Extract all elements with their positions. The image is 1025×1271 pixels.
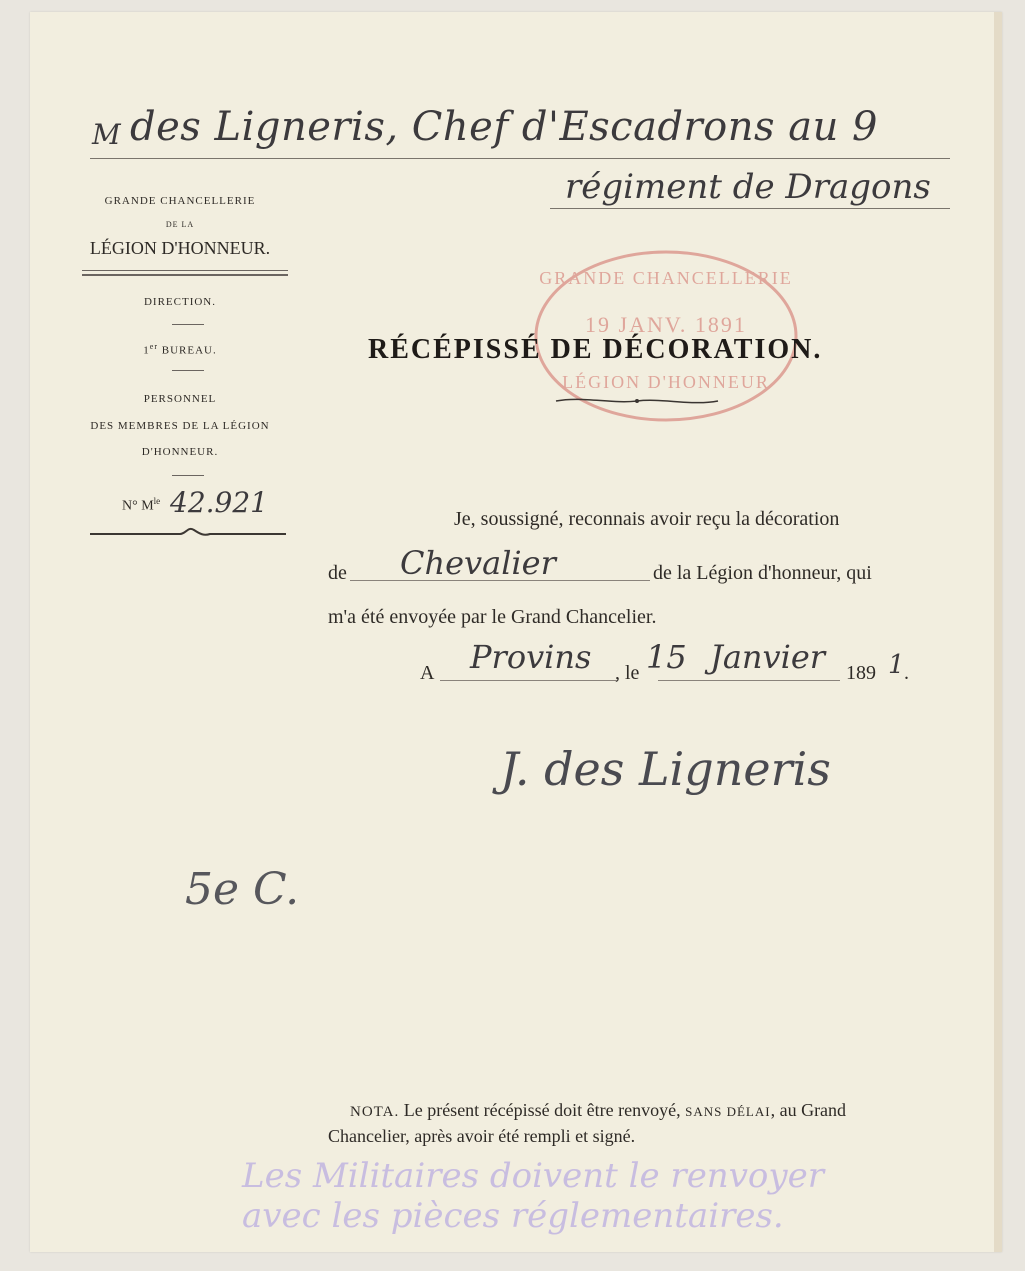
year-handwritten-digit: 1 [888,650,905,680]
nota-text-1: Le présent récépissé doit être renvoyé, [403,1100,681,1120]
year-prefix: 189 [846,662,876,684]
purple-note-line-2: avec les pièces réglementaires. [242,1196,784,1236]
declaration-line-3: m'a été envoyée par le Grand Chancelier. [328,606,657,628]
nota-sans-delai: SANS DÉLAI [685,1104,771,1119]
sidebar-dash-3 [172,475,204,476]
nota-label: NOTA. [350,1104,400,1120]
bureau-number: 1 [143,344,150,357]
day-handwritten: 15 [646,638,687,676]
personnel-line-1: PERSONNEL [143,393,217,405]
page-title: RÉCÉPISSÉ DE DÉCORATION. [368,334,823,365]
nota-line-2: Chancelier, après avoir été rempli et signé. [328,1126,636,1146]
title-ornament [552,394,722,408]
handwritten-regiment-line: régiment de Dragons [565,167,931,207]
bureau-label [80,342,280,357]
grade-handwritten: Chevalier [400,544,556,582]
signature: J. des Ligneris [500,742,831,796]
year-period: . [904,662,909,684]
matricule-label [122,496,160,515]
place-prefix: A [420,662,435,684]
matricule-sup: le [153,496,161,506]
bureau-text: BUREAU. [161,344,217,357]
nota-text-2: , au Grand [770,1100,847,1120]
declaration-line-1: Je, soussigné, reconnais avoir reçu la décoration [454,508,840,530]
document-paper [30,12,1002,1252]
place-le: , le [615,662,640,684]
legion-heading: LÉGION D'HONNEUR. [89,238,271,258]
personnel-line-3: D'HONNEUR. [141,446,219,458]
stamp-date-text: 19 JANV. 1891 [585,312,747,337]
matricule-handwritten: 42.921 [170,486,268,519]
direction-label: DIRECTION. [143,296,217,308]
de-la-text: DE LA [165,220,195,229]
pencil-annotation: 5e C. [185,864,300,915]
stamp-bottom-text: LÉGION D'HONNEUR [562,372,770,392]
date-fill-line [658,680,840,681]
sidebar-dash-2 [172,370,204,371]
matricule-flourish [88,522,288,540]
declaration-line-2-suffix: de la Légion d'honneur, qui [653,562,872,584]
sidebar-double-rule-bottom [82,274,288,276]
personnel-line-2: DES MEMBRES DE LA LÉGION [90,420,270,432]
header-underline-1 [90,158,950,159]
nota-line-1 [350,1100,846,1121]
matricule-prefix: N° M [122,498,154,514]
stamp-top-text: GRANDE CHANCELLERIE [539,268,793,288]
handwritten-prefix: M [92,118,121,151]
header-underline-2 [550,208,950,209]
declaration-line-2-prefix: de [328,562,347,584]
city-handwritten: Provins [470,638,592,676]
sidebar-double-rule-top [82,270,288,271]
chancellerie-heading: GRANDE CHANCELLERIE [104,195,256,207]
month-handwritten: Janvier [710,638,826,676]
purple-note-line-1: Les Militaires doivent le renvoyer [242,1156,824,1196]
handwritten-name-line: des Ligneris, Chef d'Escadrons au 9 [130,104,879,150]
city-fill-line [440,680,618,681]
bureau-sup: er [149,342,158,351]
sidebar-dash-1 [172,324,204,325]
